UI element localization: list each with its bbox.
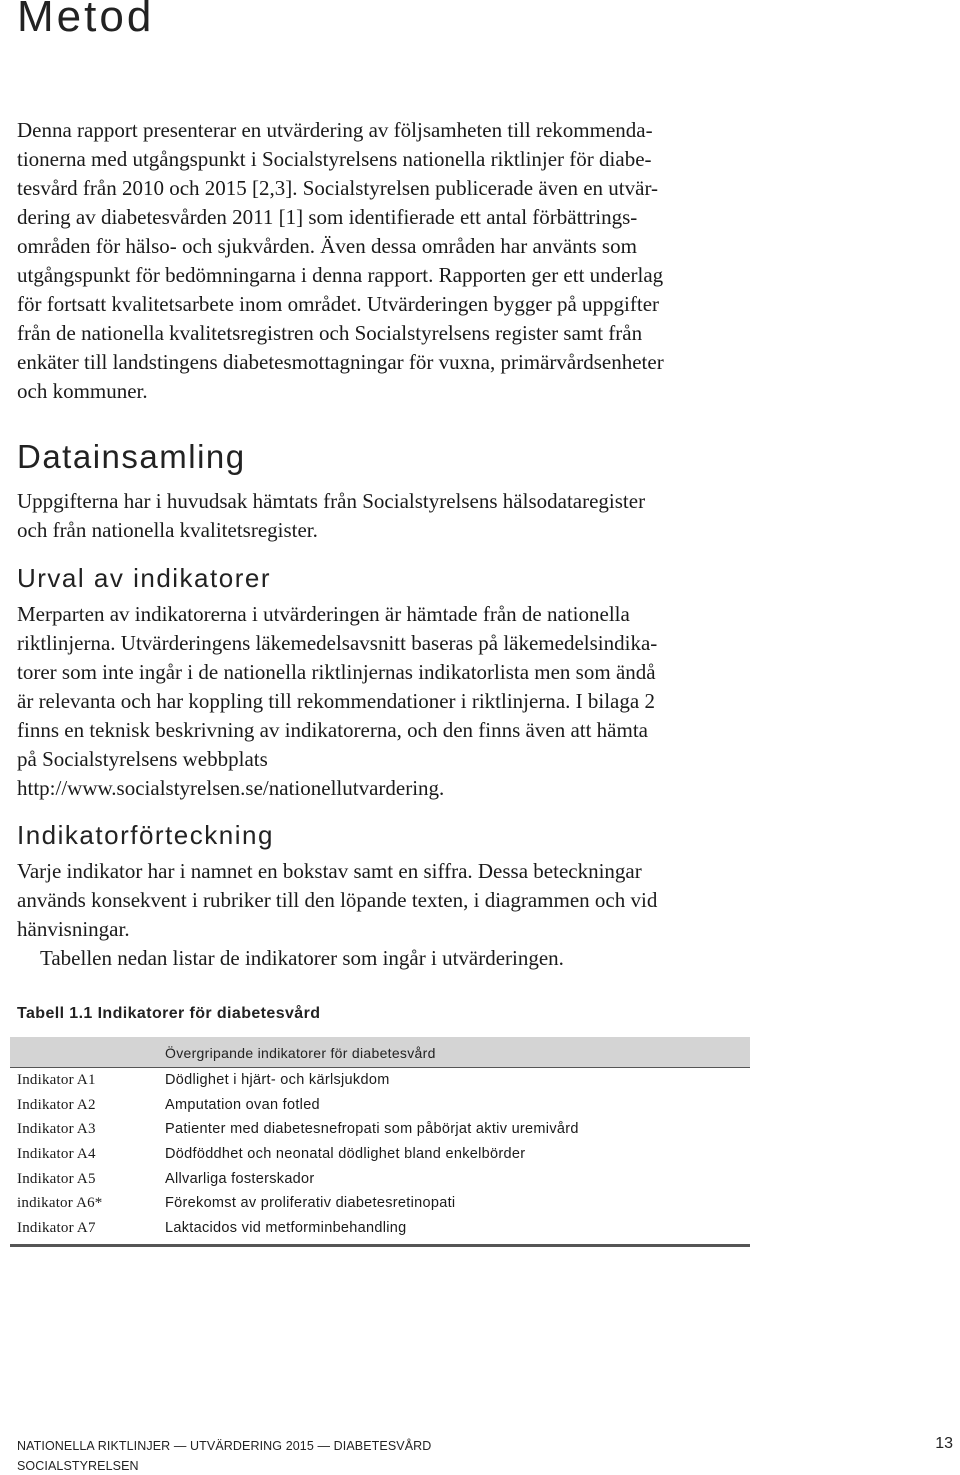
- indicator-code: Indikator A1: [17, 1072, 96, 1088]
- text-line: dering av diabetesvården 2011 [1] som identifierade ett antal förbättrings-: [17, 205, 638, 229]
- text-line: torer som inte ingår i de nationella riktlinjernas indikatorlista men som ändå: [17, 660, 656, 684]
- table-row: [0, 1146, 760, 1171]
- indicator-code: indikator A6*: [17, 1195, 103, 1212]
- indicator-description: Dödföddhet och neonatal dödlighet bland enkelbörder: [165, 1146, 526, 1163]
- section-heading-indikatorforteckning: Indikatorförteckning: [17, 820, 274, 850]
- text-line: områden för hälso- och sjukvården. Även dessa områden har använts som: [17, 234, 637, 258]
- indicator-code: Indikator A7: [17, 1220, 96, 1237]
- text-line: för fortsatt kvalitetsarbete inom området. Utvärderingen bygger på uppgifter: [17, 292, 660, 316]
- indicator-description: Förekomst av proliferativ diabetesretinopati: [165, 1195, 456, 1212]
- text-line-indented: Tabellen nedan listar de indikatorer som ingår i utvärderingen.: [40, 946, 564, 970]
- footer-publisher: SOCIALSTYRELSEN: [17, 1459, 139, 1473]
- section-heading-datainsamling: Datainsamling: [17, 438, 246, 475]
- indicator-description: Amputation ovan fotled: [165, 1096, 320, 1113]
- text-line: hänvisningar.: [17, 917, 130, 941]
- table-row: [0, 1171, 760, 1196]
- indicator-description: Allvarliga fosterskador: [165, 1170, 315, 1187]
- section-heading-urval: Urval av indikatorer: [17, 563, 271, 593]
- table-group-heading: Övergripande indikatorer för diabetesvård: [165, 1045, 436, 1061]
- text-line: och kommuner.: [17, 379, 148, 403]
- page-title: Metod: [17, 0, 155, 41]
- text-line: enkäter till landstingens diabetesmottagningar för vuxna, primärvårdsenheter: [17, 350, 664, 374]
- text-line: Varje indikator har i namnet en bokstav samt en siffra. Dessa beteckningar: [17, 859, 642, 883]
- indicator-description: Patienter med diabetesnefropati som påbörjat aktiv uremivård: [165, 1121, 579, 1138]
- text-line: Uppgifterna har i huvudsak hämtats från Socialstyrelsens hälsodataregister: [17, 489, 646, 513]
- indicator-code: Indikator A2: [17, 1096, 96, 1113]
- footer-report-title: NATIONELLA RIKTLINJER — UTVÄRDERING 2015 — DIABETESVÅRD: [17, 1439, 432, 1453]
- text-line: utgångspunkt för bedömningarna i denna rapport. Rapporten ger ett underlag: [17, 263, 664, 287]
- url-link[interactable]: http://www.socialstyrelsen.se/nationellutvardering.: [17, 776, 445, 800]
- text-line: på Socialstyrelsens webbplats: [17, 747, 268, 771]
- table-row: [0, 1121, 760, 1146]
- table-caption: Tabell 1.1 Indikatorer för diabetesvård: [17, 1005, 321, 1022]
- table-row: [0, 1072, 760, 1097]
- intro-paragraph: [17, 116, 664, 406]
- table-divider: [10, 1067, 750, 1068]
- text-line: finns en teknisk beskrivning av indikatorerna, och den finns även att hämta: [17, 718, 648, 742]
- text-line: är relevanta och har koppling till rekommendationer i riktlinjerna. I bilaga 2: [17, 689, 655, 713]
- indicator-table: [0, 1072, 760, 1245]
- indicator-description: Dödlighet i hjärt- och kärlsjukdom: [165, 1072, 390, 1088]
- table-bottom-rule: [10, 1244, 750, 1247]
- text-line: från de nationella kvalitetsregistren och Socialstyrelsens register samt från: [17, 321, 643, 345]
- text-line: tesvård från 2010 och 2015 [2,3]. Socialstyrelsen publicerade även en utvär-: [17, 176, 659, 200]
- page-number: 13: [935, 1435, 953, 1452]
- table-row: [0, 1097, 760, 1122]
- text-line: riktlinjerna. Utvärderingens läkemedelsavsnitt baseras på läkemedelsindika-: [17, 631, 658, 655]
- text-line: Merparten av indikatorerna i utvärderingen är hämtade från de nationella: [17, 602, 630, 626]
- forteckning-paragraph: [17, 857, 657, 973]
- indicator-code: Indikator A4: [17, 1146, 96, 1163]
- urval-paragraph: [17, 600, 657, 803]
- indicator-code: Indikator A5: [17, 1170, 96, 1187]
- datainsamling-paragraph: [17, 487, 645, 545]
- text-line: används konsekvent i rubriker till den löpande texten, i diagrammen och vid: [17, 888, 658, 912]
- text-line: tionerna med utgångspunkt i Socialstyrelsens nationella riktlinjer för diabe-: [17, 147, 652, 171]
- indicator-code: Indikator A3: [17, 1121, 96, 1138]
- text-line: Denna rapport presenterar en utvärdering av följsamheten till rekommenda-: [17, 118, 653, 142]
- indicator-description: Laktacidos vid metforminbehandling: [165, 1220, 407, 1237]
- table-row: [0, 1195, 760, 1220]
- table-row: [0, 1220, 760, 1245]
- text-line: och från nationella kvalitetsregister.: [17, 518, 318, 542]
